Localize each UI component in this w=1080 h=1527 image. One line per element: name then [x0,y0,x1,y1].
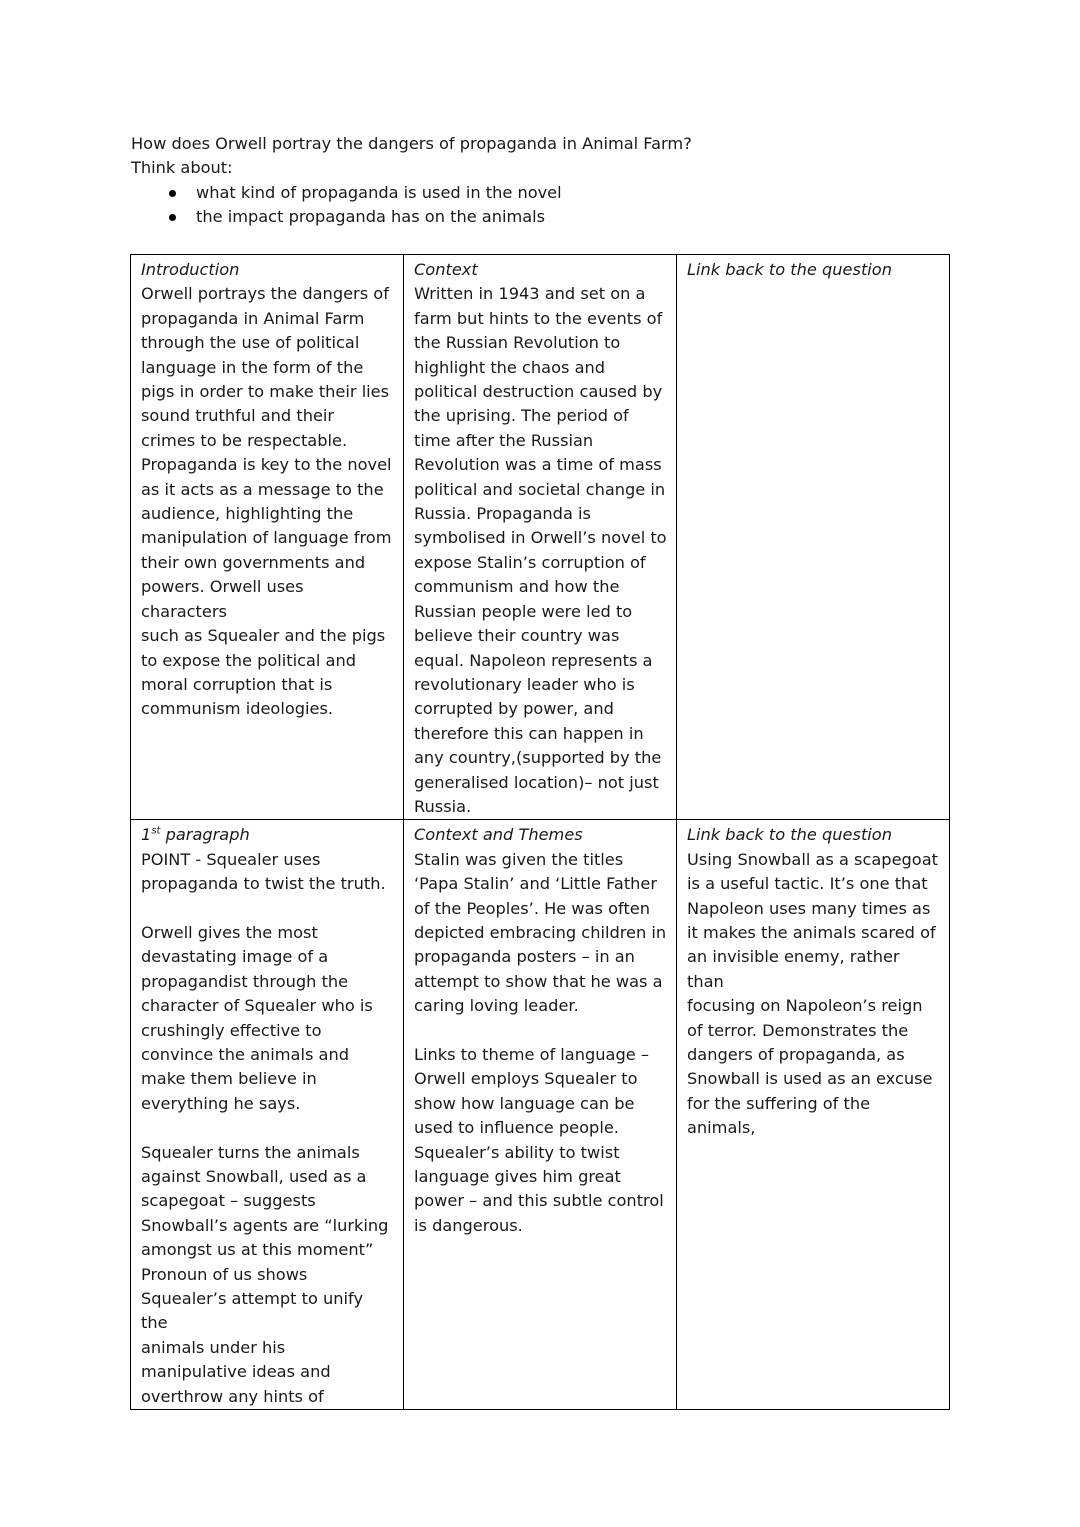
link-back-cell [677,820,950,1410]
link-back-text: Using Snowball as a scapegoat is a useful tactic. It’s one that Napoleon uses many times as it makes the animals scared of an invisible enemy, rather than focusing on Napoleon’s reign of terror. Demonstrates the dangers of propaganda, as Snowball is used as an excuse for the suffering of the animals, [687,849,938,1138]
paragraph-cell [131,820,404,1410]
table-row [131,255,950,820]
evidence-text: Orwell gives the most devastating image of a propagandist through the character of Squealer who is crushingly effective to convince the animals and make them believe in everything he says. [141,922,373,1113]
point-text: POINT - Squealer uses propaganda to twist the truth. [141,849,386,894]
context-cell [404,255,677,820]
table-row [131,820,950,1410]
context-text: Written in 1943 and set on a farm but hints to the events of the Russian Revolution to highlight the chaos and political destruction caused by the uprising. The period of time after the Russian Revolution was a time of mass political and societal change in Russia. Propaganda is symbolised in Orwell’s novel to expose Stalin’s corruption of communism and how the Russian people were led to believe their country was equal. Napoleon represents a revolutionary leader who is corrupted by power, and therefore this can happen in any country,(supported by the generalised location)– not just Russia. [414,284,667,816]
link-back-label: Link back to the question [687,260,892,279]
introduction-text: Orwell portrays the dangers of propaganda in Animal Farm through the use of political language in the form of the pigs in order to make their lies sound truthful and their crimes to be respectable. Propaganda is key to the novel as it acts as a message to the audience, highlighting the manipulation of language from their own governments and powers. Orwell uses characters such as Squealer and the pigs to expose the political and moral corruption that is communism ideologies. [141,284,392,719]
link-back-cell [677,255,950,820]
context-themes-language: Links to theme of language – Orwell employs Squealer to show how language can be used to influence people. Squealer’s ability to twist language gives him great power – and this subtle control is dangerous. [414,1044,664,1235]
bullet-text: what kind of propaganda is used in the novel [196,182,562,202]
context-themes-context: Stalin was given the titles ‘Papa Stalin’ and ‘Little Father of the Peoples’. He was often depicted embracing children in propaganda posters – in an attempt to show that he was a caring loving leader. [414,849,667,1016]
context-themes-label: Context and Themes [414,825,583,845]
introduction-label: Introduction [141,260,240,279]
paragraph-number: 1 [141,825,152,845]
essay-question: How does Orwell portray the dangers of propaganda in Animal Farm? [131,134,692,153]
context-label: Context [414,260,478,279]
paragraph-label-text: paragraph [160,825,250,845]
bullet-text: the impact propaganda has on the animals [196,207,546,227]
paragraph-label [141,823,394,847]
context-themes-cell [404,820,677,1410]
think-about-label: Think about: [131,158,233,178]
think-about-list [131,181,951,230]
think-about-item [131,205,951,229]
bullet-icon [169,214,176,221]
link-back-label: Link back to the question [687,825,892,845]
bullet-icon [169,190,176,197]
question-header [131,132,951,230]
think-about-item [131,181,951,205]
introduction-cell [131,255,404,820]
paragraph-ordinal: st [151,825,161,837]
analysis-text: Squealer turns the animals against Snowball, used as a scapegoat – suggests Snowball’s agents are “lurking amongst us at this moment” Pronoun of us shows Squealer’s attempt to unify the animals under his manipulative ideas and overthrow any hints of [141,1142,389,1406]
essay-plan-table [130,254,950,1410]
